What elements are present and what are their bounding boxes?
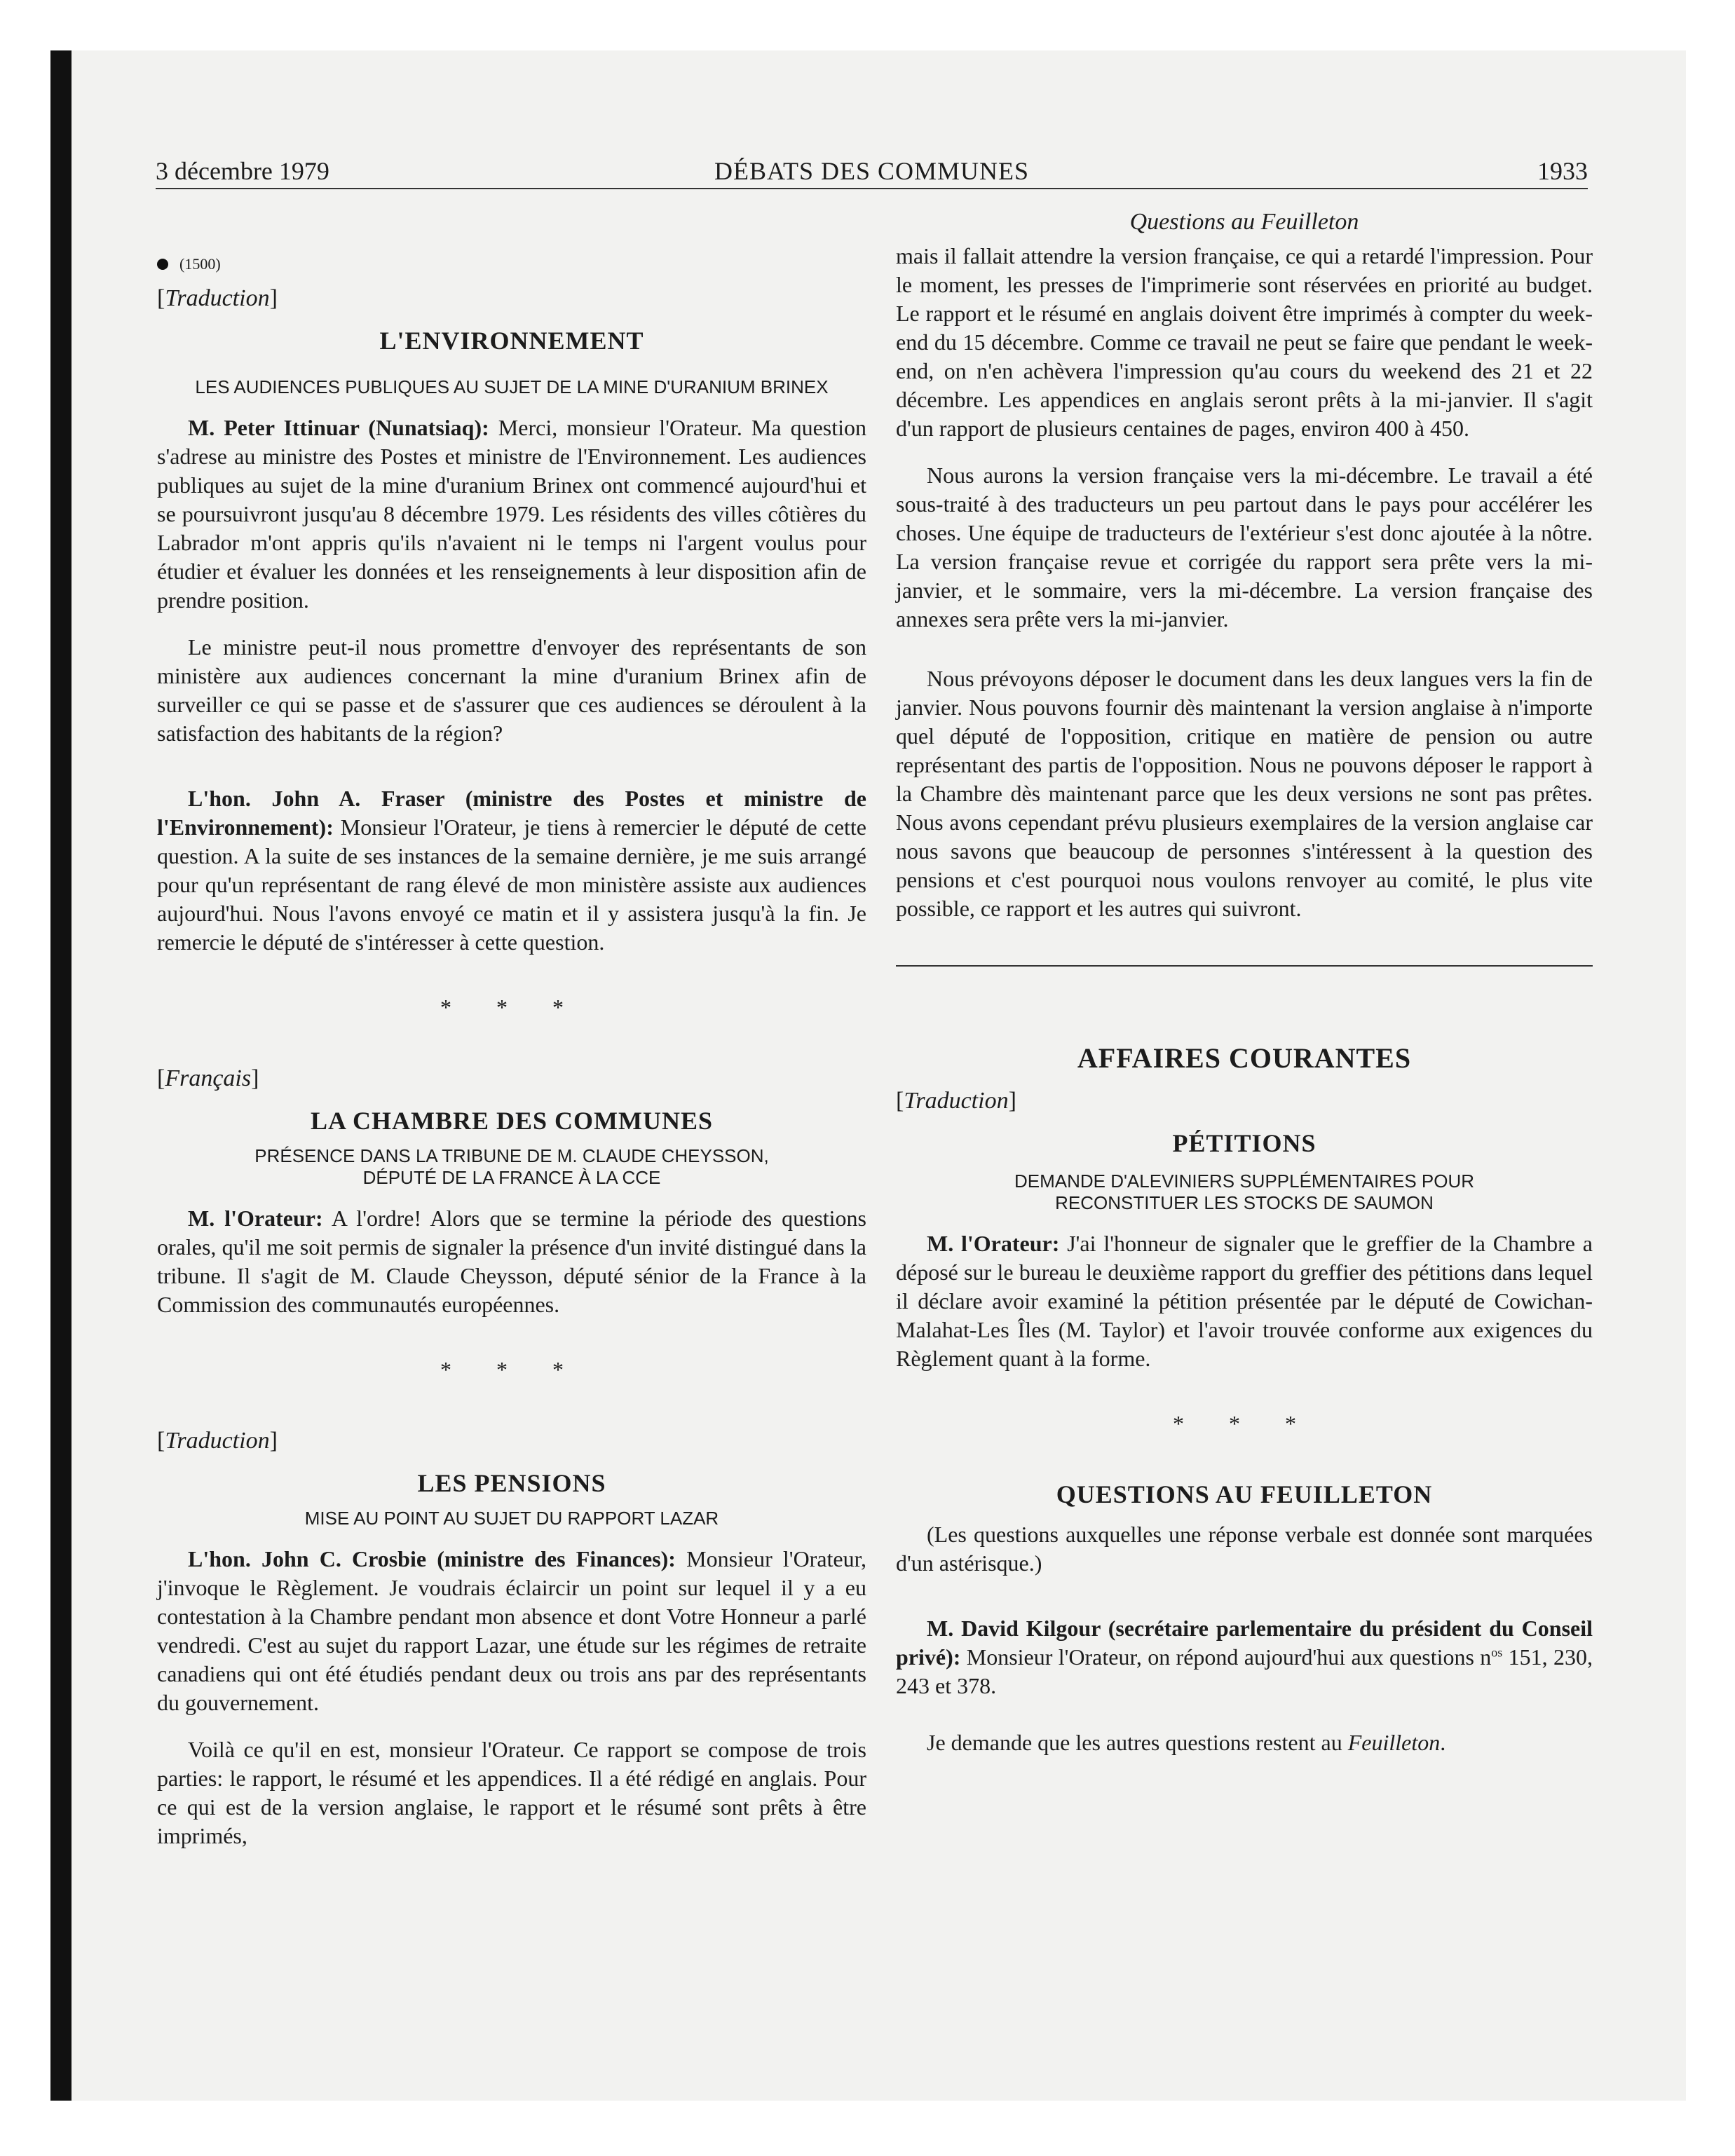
paragraph-text: 151, 230, 243 et 378. — [896, 1644, 1593, 1698]
paragraph — [157, 1735, 866, 1850]
header-date: 3 décembre 1979 — [156, 157, 329, 185]
language-tag: [Traduction] — [157, 285, 278, 311]
section-title: LA CHAMBRE DES COMMUNES — [310, 1107, 714, 1135]
paragraph-text: Monsieur l'Orateur, j'invoque le Règlement. Je voudrais éclaircir un point sur lequel il y a eu contestation à la Chambre pendant mon absence et dont Votre Honneur a parlé vendredi. C'est au sujet du rapport Lazar, une étude sur les régimes de retraite canadiens qui ont été étudiés pendant deux ou trois ans par des représentants du gouvernement. — [157, 1546, 867, 1715]
language-tag-text: Traduction — [165, 1428, 270, 1454]
paragraph — [896, 664, 1593, 923]
section-separator-stars: * * * — [1173, 1411, 1316, 1436]
time-marker — [157, 250, 866, 278]
heading-affaires-courantes: AFFAIRES COURANTES — [1077, 1042, 1412, 1074]
language-tag: [Traduction] — [157, 1428, 278, 1454]
paragraph — [896, 461, 1593, 634]
paragraph — [896, 242, 1593, 443]
scan-edge-bar — [50, 50, 72, 2101]
header-rule — [156, 188, 1588, 189]
language-tag-text: Français — [165, 1065, 252, 1091]
left-column — [157, 207, 866, 1869]
paragraph — [157, 1204, 866, 1319]
language-tag: [Traduction] — [896, 1088, 1016, 1114]
paragraph — [157, 784, 866, 957]
section-subtitle: DEMANDE D'ALEVINIERS SUPPLÉMENTAIRES POUR RECONSTITUER LES STOCKS DE SAUMON — [1014, 1171, 1475, 1213]
paragraph-text: Merci, monsieur l'Orateur. Ma question s'adrese au ministre des Postes et ministre de l'Environnement. Les audiences publiques au sujet de la mine d'uranium Brinex ont commencé aujourd'hui et se poursuivront jusqu'au 8 décembre 1979. Les résidents des villes côtières du Labrador m'ont appris qu'ils n'avaient ni le temps ni l'argent voulus pour étudier et évaluer les données et les renseignements à leur disposition afin de prendre position. — [157, 415, 867, 613]
paragraph-text: Monsieur l'Orateur, je tiens à remercier le député de cette question. A la suite de ses instances de la semaine dernière, je me suis arrangé pour qu'un représentant de rang élevé de mon ministère assiste aux audiences aujourd'hui. Nous l'avons envoyé ce matin et il y assistera jusqu'à la fin. Je remercie le député de s'intéresser à cette question. — [157, 814, 866, 955]
section-title: LES PENSIONS — [417, 1469, 606, 1497]
bullet-icon — [157, 259, 168, 270]
paragraph-text: (Les questions auxquelles une réponse verbale est donnée sont marquées d'un astérisque.) — [896, 1522, 1593, 1576]
speaker-name: M. l'Orateur: — [188, 1206, 323, 1231]
section-separator-stars: * * * — [440, 995, 583, 1020]
superscript: os — [1491, 1645, 1503, 1660]
speaker-name: L'hon. John A. Fraser (ministre des Postes et ministre de l'Environnement): — [157, 786, 866, 840]
right-column — [896, 207, 1593, 1775]
italic-text: Feuilleton — [1347, 1730, 1441, 1755]
speaker-name: M. Peter Ittinuar (Nunatsiaq): — [188, 415, 489, 440]
paragraph — [157, 414, 866, 615]
paragraph — [157, 1545, 866, 1717]
section-rule — [896, 965, 1593, 967]
paragraph — [896, 1728, 1593, 1757]
header-title: DÉBATS DES COMMUNES — [714, 157, 1030, 185]
section-title: PÉTITIONS — [1172, 1129, 1316, 1157]
language-tag: [Français] — [157, 1065, 259, 1091]
running-head: Questions au Feuilleton — [1129, 209, 1359, 235]
paragraph — [896, 1229, 1593, 1373]
paragraph-text: Nous aurons la version française vers la mi-décembre. Le travail a été sous-traité à des traducteurs un peu partout dans le pays pour accélérer les choses. Une équipe de traducteurs de l'extérieur s'est donc ajoutée à la nôtre. La version française revue et corrigée du rapport sera prête vers la mi-janvier, et le sommaire, vers la mi-décembre. La version française des annexes sera prête vers la mi-janvier. — [896, 463, 1593, 632]
paragraph-text: Voilà ce qu'il en est, monsieur l'Orateur. Ce rapport se compose de trois parties: le rapport, le résumé et les appendices. Il a été rédigé en anglais. Pour ce qui est de la version anglaise, le rapport et le résumé sont prêts à être imprimés, — [157, 1737, 866, 1848]
paragraph-text: mais il fallait attendre la version française, ce qui a retardé l'impression. Pour le moment, les presses de l'imprimerie sont réservées en priorité au budget. Le rapport et le résumé en anglais doivent être imprimés à compter du week-end du 15 décembre. Comme ce travail ne peut se faire que pendant le week-end, on n'en achèvera l'impression qu'au cours du weekend des 21 et 22 décembre. Les appendices en anglais seront prêts à la mi-janvier. Il s'agit d'un rapport de plusieurs centaines de pages, environ 400 à 450. — [896, 243, 1593, 441]
speaker-name: L'hon. John C. Crosbie (ministre des Finances): — [188, 1546, 676, 1571]
paragraph-text: Nous prévoyons déposer le document dans les deux langues vers la fin de janvier. Nous pouvons fournir dès maintenant la version anglaise à n'importe quel député de l'opposition, critique en matière de pension ou autre représentant des partis de l'opposition. Nous ne pouvons déposer le rapport à la Chambre dès maintenant parce que les deux versions ne sont pas prêtes. Nous avons cependant prévu plusieurs exemplaires de la version anglaise car nous savons que beaucoup de personnes s'intéressent à la question des pensions et c'est pourquoi nous voulons renvoyer au comité, le plus vite possible, ce rapport et les autres qui suivront. — [896, 666, 1593, 921]
section-subtitle: PRÉSENCE DANS LA TRIBUNE DE M. CLAUDE CHEYSSON, DÉPUTÉ DE LA FRANCE À LA CCE — [254, 1145, 769, 1188]
paragraph-text: Je demande que les autres questions restent au — [927, 1730, 1348, 1755]
section-title: L'ENVIRONNEMENT — [379, 327, 644, 355]
section-separator-stars: * * * — [440, 1357, 583, 1382]
speaker-name: M. David Kilgour (secrétaire parlementaire du président du Conseil privé): — [896, 1616, 1593, 1670]
paragraph-text: A l'ordre! Alors que se termine la période des questions orales, qu'il me soit permis de signaler la présence d'un invité distingué dans la tribune. Il s'agit de M. Claude Cheysson, député sénior de la France à la Commission des communautés européennes. — [157, 1206, 867, 1317]
paragraph-text: . — [1440, 1730, 1446, 1755]
paragraph-text: Monsieur l'Orateur, on répond aujourd'hui aux questions n — [960, 1644, 1492, 1670]
section-subtitle: MISE AU POINT AU SUJET DU RAPPORT LAZAR — [304, 1508, 719, 1529]
language-tag-text: Traduction — [904, 1088, 1009, 1114]
header-page-number: 1933 — [1537, 157, 1588, 185]
section-title: QUESTIONS AU FEUILLETON — [1056, 1480, 1433, 1508]
paragraph — [157, 633, 866, 748]
paragraph-text: J'ai l'honneur de signaler que le greffier de la Chambre a déposé sur le bureau le deuxième rapport du greffier des pétitions dans lequel il déclare avoir examiné la pétition présentée par le député de Cowichan-Malahat-Les Îles (M. Taylor) et l'avoir trouvée conforme aux exigences du Règlement quant à la forme. — [896, 1231, 1593, 1371]
paragraph-text: Le ministre peut-il nous promettre d'envoyer des représentants de son ministère aux audiences concernant la mine d'uranium Brinex afin de surveiller ce qui se passe et de s'assurer que ces audiences se déroulent à la satisfaction des habitants de la région? — [157, 634, 866, 746]
time-marker-text: (1500) — [179, 255, 221, 273]
language-tag-text: Traduction — [165, 285, 270, 311]
speaker-name: M. l'Orateur: — [927, 1231, 1060, 1256]
section-subtitle: LES AUDIENCES PUBLIQUES AU SUJET DE LA MINE D'URANIUM BRINEX — [195, 376, 829, 397]
paragraph — [896, 1614, 1593, 1700]
paragraph — [896, 1520, 1593, 1578]
